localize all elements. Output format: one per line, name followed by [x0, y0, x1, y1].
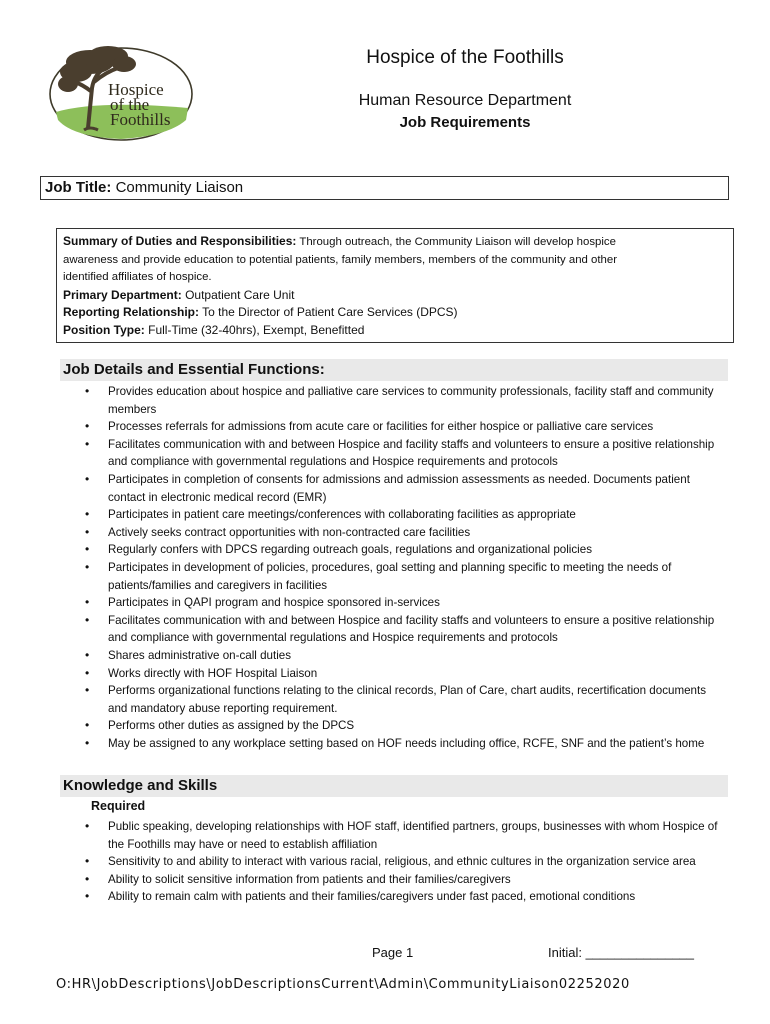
- initial-field: Initial: _______________: [548, 945, 695, 960]
- logo-wordmark: [108, 82, 194, 127]
- duties-text-2: awareness and provide education to potential patients, family members, members of the community and other: [63, 253, 617, 266]
- job-title-label: Job Title:: [45, 179, 112, 196]
- list-item: • Participates in QAPI program and hospice sponsored in-services: [60, 594, 728, 612]
- page-number: Page 1: [372, 945, 414, 960]
- list-item: • Participates in development of policies, procedures, goal setting and planning specific to meeting the needs of patients/families and caregivers in facilities: [60, 559, 728, 594]
- primary-dept-value: Outpatient Care Unit: [185, 287, 295, 302]
- knowledge-heading: Knowledge and Skills: [60, 775, 728, 797]
- job-title-box: [40, 176, 729, 200]
- duties-text-1: Through outreach, the Community Liaison will develop hospice: [299, 236, 616, 248]
- list-item: • Participates in completion of consents for admissions and admission assessments as needed. Documents patient contact in electronic medical record (EMR): [60, 471, 728, 506]
- list-item: • Provides education about hospice and palliative care services to community professionals, facility staff and community members: [60, 383, 728, 418]
- logo: [48, 42, 194, 142]
- list-item: • Processes referrals for admissions from acute care or facilities for either hospice or palliative care services: [60, 418, 728, 436]
- logo-line-foothills: Foothills: [110, 110, 171, 129]
- org-name: Hospice of the Foothills: [366, 47, 564, 68]
- doc-type: Job Requirements: [399, 114, 531, 131]
- list-item: • Shares administrative on-call duties: [60, 647, 728, 665]
- list-item: • May be assigned to any workplace setting based on HOF needs including office, RCFE, SNF and the patient’s home: [60, 735, 728, 753]
- list-item: • Facilitates communication with and between Hospice and facility staffs and volunteers to ensure a positive relationship and compliance with governmental regulations and Hospice requirements and protocols: [60, 612, 728, 647]
- list-item: • Sensitivity to and ability to interact with various racial, religious, and ethnic cultures in the organization service area: [60, 853, 728, 871]
- logo-line-hospice: Hospice: [108, 80, 164, 99]
- job-title-value: Community Liaison: [115, 179, 244, 196]
- summary-box: [56, 228, 734, 343]
- position-type-value: Full-Time (32-40hrs), Exempt, Benefitted: [148, 322, 365, 337]
- position-type-label: Position Type:: [63, 322, 145, 337]
- file-path: O:HR\JobDescriptions\JobDescriptionsCurrent\Admin\CommunityLiaison02252020: [56, 977, 630, 992]
- knowledge-list: [60, 818, 728, 906]
- list-item: • Performs organizational functions relating to the clinical records, Plan of Care, chart audits, recertification documents and mandatory abuse reporting requirement.: [60, 682, 728, 717]
- list-item: • Public speaking, developing relationships with HOF staff, identified partners, groups, businesses with whom Hospice of the Foothills may have or need to establish affiliation: [60, 818, 728, 853]
- list-item: • Facilitates communication with and between Hospice and facility staffs and volunteers to ensure a positive relationship and compliance with governmental regulations and Hospice requirements and protocols: [60, 436, 728, 471]
- logo-line-of-the: of the: [110, 95, 150, 114]
- list-item: • Ability to solicit sensitive information from patients and their families/caregivers: [60, 871, 728, 889]
- job-details-list: [60, 383, 728, 752]
- duties-label: Summary of Duties and Responsibilities:: [63, 234, 297, 248]
- list-item: • Ability to remain calm with patients and their families/caregivers under fast paced, emotional conditions: [60, 888, 728, 906]
- list-item: • Performs other duties as assigned by the DPCS: [60, 717, 728, 735]
- department: Human Resource Department: [358, 92, 572, 109]
- duties-text-3: identified affiliates of hospice.: [63, 271, 212, 283]
- primary-dept-label: Primary Department:: [63, 287, 182, 302]
- list-item: • Regularly confers with DPCS regarding outreach goals, regulations and organizational policies: [60, 541, 728, 559]
- reporting-value: To the Director of Patient Care Services (DPCS): [202, 305, 458, 319]
- list-item: • Works directly with HOF Hospital Liaison: [60, 665, 728, 683]
- list-item: • Actively seeks contract opportunities with non-contracted care facilities: [60, 524, 728, 542]
- reporting-label: Reporting Relationship:: [63, 305, 199, 319]
- job-details-heading: Job Details and Essential Functions:: [60, 359, 728, 381]
- list-item: • Participates in patient care meetings/conferences with collaborating facilities as appropriate: [60, 506, 728, 524]
- required-label: Required: [91, 799, 146, 813]
